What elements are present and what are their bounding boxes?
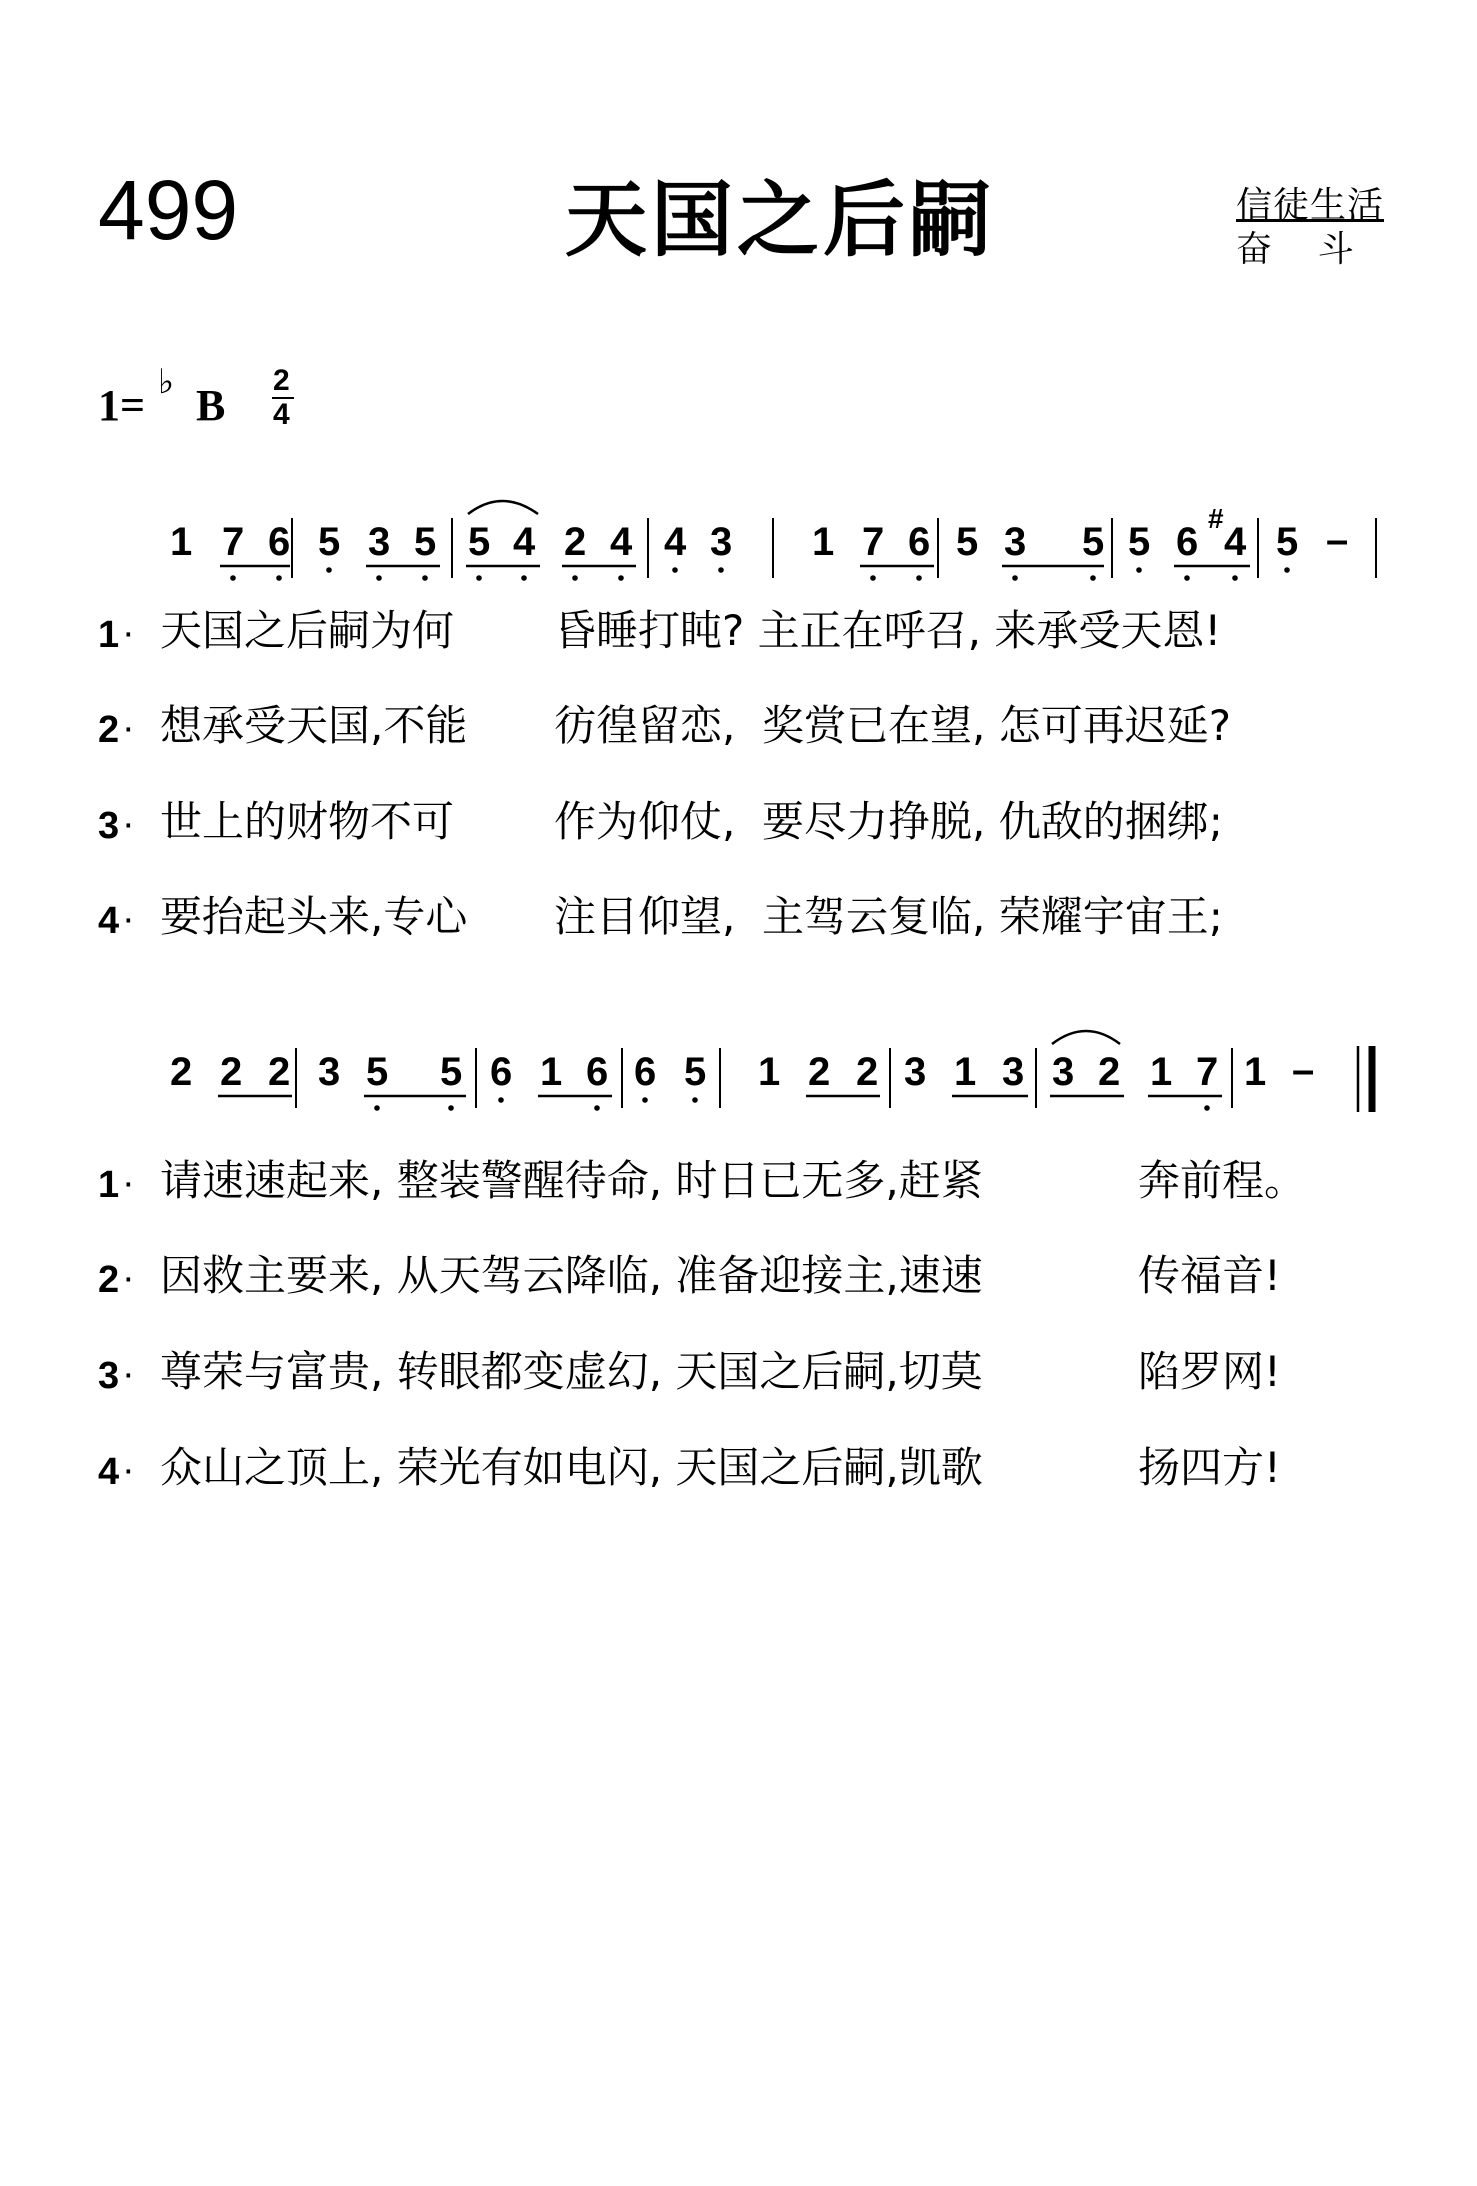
verse-dot: · [122,1162,135,1204]
lyric-part-a: 众山之顶上, 荣光有如电闪, 天国之后嗣,凯歌 [160,1443,983,1492]
octave-dot [374,1105,380,1111]
key-letter: B [196,381,226,430]
octave-dot [521,575,527,581]
verse-number: 4 [98,900,120,942]
lyric-part-b: 传福音! [1138,1251,1281,1300]
verse-number: 2 [98,1259,120,1301]
octave-dot [230,575,236,581]
octave-dot [672,567,678,573]
note: 4 [664,520,687,564]
note: 2 [170,1050,193,1094]
note: 5 [1276,520,1299,564]
note: 1 [1244,1050,1267,1094]
lyric-part-b: 作为仰仗, 要尽力挣脱, 仇敌的捆绑; [554,797,1223,846]
verse-number: 1 [98,1164,120,1206]
note: 6 [586,1050,609,1094]
notation-row-2 [170,1031,1372,1112]
octave-dot [476,575,482,581]
time-signature-top: 2 [273,364,290,397]
lyric-part-a: 想承受天国,不能 [160,701,468,750]
note: 1 [812,520,835,564]
time-signature-bottom: 4 [273,398,290,431]
octave-dot [1012,575,1018,581]
note: 6 [1176,520,1199,564]
note: 7 [1196,1050,1219,1094]
lyric-part-a: 天国之后嗣为何 [160,606,455,655]
note: 2 [856,1050,879,1094]
note: 5 [956,520,979,564]
note: 7 [862,520,885,564]
verse-dot: · [122,707,135,749]
octave-dot [326,567,332,573]
note: 1 [954,1050,977,1094]
note: 6 [908,520,931,564]
slur [468,501,538,514]
note: 3 [904,1050,927,1094]
slur [1052,1031,1120,1044]
note: 5 [1128,520,1151,564]
octave-dot [1284,567,1290,573]
octave-dot [376,575,382,581]
note: 5 [468,520,491,564]
note: 1 [540,1050,563,1094]
octave-dot [1204,1105,1210,1111]
octave-dot [1090,575,1096,581]
octave-dot [870,575,876,581]
note: 4 [513,520,536,564]
octave-dot [1184,575,1190,581]
verse-number: 1 [98,614,120,656]
source-label: 信徒生活 [1236,185,1385,226]
note: 4 [610,520,633,564]
flat-sign: ♭ [158,362,175,402]
note: 2 [220,1050,243,1094]
lyric-part-b: 注目仰望, 主驾云复临, 荣耀宇宙王; [554,892,1223,941]
verse-dot: · [122,612,135,654]
note: 6 [634,1050,657,1094]
note: 2 [808,1050,831,1094]
note: 3 [1004,520,1027,564]
note: 5 [440,1050,463,1094]
note: 6 [490,1050,513,1094]
octave-dot [276,575,282,581]
note: 1 [170,520,193,564]
octave-dot [594,1105,600,1111]
octave-dot [618,575,624,581]
octave-dot [916,575,922,581]
dash: – [1292,1048,1315,1092]
octave-dot [1232,575,1238,581]
note: 6 [268,520,291,564]
octave-dot [1136,567,1142,573]
lyric-part-b: 奔前程。 [1138,1156,1307,1205]
note: 2 [564,520,587,564]
note: 1 [1150,1050,1173,1094]
verse-number: 3 [98,1355,120,1397]
octave-dot [642,1097,648,1103]
octave-dot [448,1105,454,1111]
note: 5 [684,1050,707,1094]
dash: – [1326,518,1349,562]
note: 5 [366,1050,389,1094]
octave-dot [572,575,578,581]
lyric-part-b: 彷徨留恋, 奖赏已在望, 怎可再迟延? [554,701,1232,750]
notation-row-1 [170,501,1376,581]
verse-dot: · [122,898,135,940]
verse-dot: · [122,1353,135,1395]
lyric-part-a: 尊荣与富贵, 转眼都变虚幻, 天国之后嗣,切莫 [160,1347,983,1396]
verse-dot: · [122,803,135,845]
lyric-part-b: 扬四方! [1138,1443,1281,1492]
note: 5 [1082,520,1105,564]
key-prefix: 1= [98,381,146,430]
lyric-part-b: 昏睡打盹? 主正在呼召, 来承受天恩! [554,606,1222,655]
note: 2 [268,1050,291,1094]
lyric-part-a: 世上的财物不可 [160,797,455,846]
note: 3 [1002,1050,1025,1094]
octave-dot [692,1097,698,1103]
lyric-part-b: 陷罗网! [1138,1347,1281,1396]
octave-dot [718,567,724,573]
note: 4 [1224,520,1247,564]
note: 7 [222,520,245,564]
note: 1 [758,1050,781,1094]
lyric-part-a: 因救主要来, 从天驾云降临, 准备迎接主,速速 [160,1251,983,1300]
note: 3 [1052,1050,1075,1094]
author-label: 奋 斗 [1236,229,1354,270]
octave-dot [422,575,428,581]
verse-dot: · [122,1257,135,1299]
lyric-part-a: 要抬起头来,专心 [160,892,468,941]
verse-number: 2 [98,709,120,751]
note: 5 [414,520,437,564]
note: 3 [368,520,391,564]
note: 2 [1098,1050,1121,1094]
hymn-title: 天国之后嗣 [565,173,996,268]
note: 3 [710,520,733,564]
hymn-number: 499 [98,163,239,257]
sharp-sign: # [1208,503,1224,534]
verse-number: 3 [98,805,120,847]
octave-dot [498,1097,504,1103]
note: 5 [318,520,341,564]
verse-number: 4 [98,1451,120,1493]
lyric-part-a: 请速速起来, 整装警醒待命, 时日已无多,赶紧 [160,1156,983,1205]
note: 3 [318,1050,341,1094]
verse-dot: · [122,1449,135,1491]
